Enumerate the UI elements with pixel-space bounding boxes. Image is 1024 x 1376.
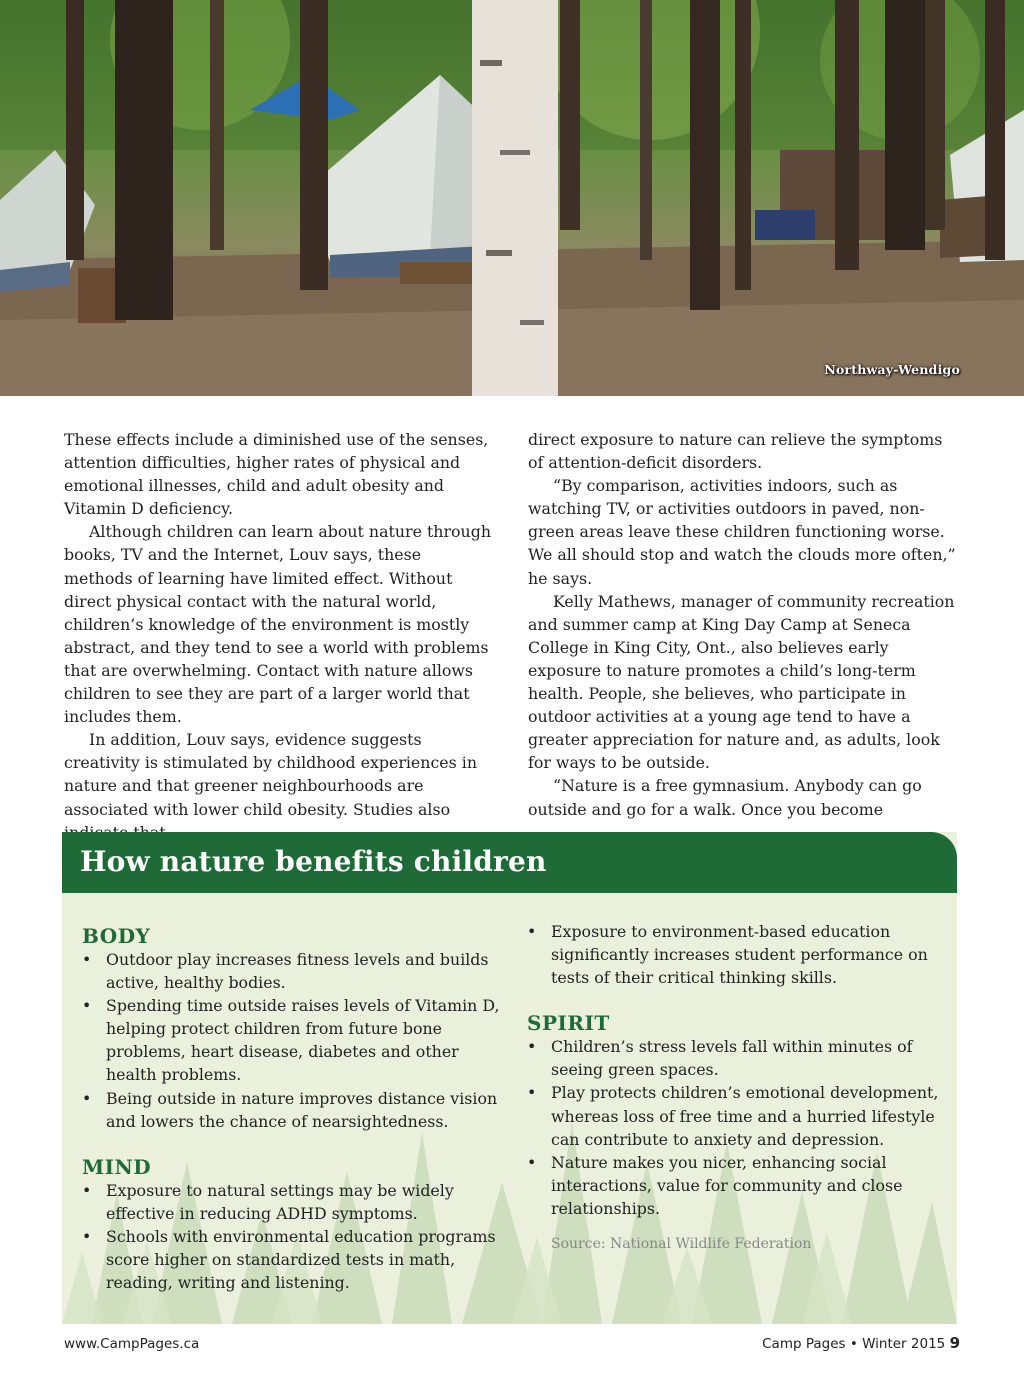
list-item: • Outdoor play increases fitness levels and builds active, healthy bodies.: [82, 948, 502, 994]
sidebar-header: [62, 832, 957, 893]
footer-publication: [762, 1334, 960, 1352]
article-paragraph: Kelly Mathews, manager of community recreation and summer camp at King Day Camp at Seneca College in King City, Ont., also believes early exposure to nature promotes a child’s long-term health. People, she believes, who participate in outdoor activities at a young age tend to have a greater appreciation for nature and, as adults, look for ways to be outside.: [528, 591, 955, 773]
camp-tents-forest-illustration: [0, 0, 1024, 396]
sidebar-column-left: [82, 922, 502, 1294]
article-paragraph: Although children can learn about nature through books, TV and the Internet, Louv says, these methods of learning have limited effect. Without direct physical contact with the natural world, children’s knowledge of the environment is mostly abstract, and they tend to see a world with problems that are overwhelming. Contact with nature allows children to see they are part of a larger world that includes them.: [64, 522, 491, 727]
list-item: • Nature makes you nicer, enhancing social interactions, value for community and close relationships.: [527, 1151, 947, 1220]
article-paragraph: In addition, Louv says, evidence suggests creativity is stimulated by childhood experiences in nature and that greener neighbourhoods are associated with lower child obesity. Studies also: [64, 730, 477, 819]
mind-list-continued: [527, 920, 947, 989]
section-heading-spirit: SPIRIT: [527, 1011, 610, 1036]
list-item: • Spending time outside raises levels of Vitamin D, helping protect children from future bone problems, heart disease, diabetes and other health problems.: [82, 994, 502, 1086]
list-item: • Exposure to natural settings may be widely effective in reducing ADHD symptoms.: [82, 1179, 502, 1225]
article-paragraph: “Nature is a free gymnasium. Anybody can go outside and go for a walk. Once you become: [528, 776, 922, 819]
source-note: Source: National Wildlife Federation: [551, 1236, 812, 1253]
article-column-left: [64, 428, 494, 844]
body-list: [82, 948, 502, 1133]
sidebar-column-right: [527, 920, 947, 1256]
sidebar-title: How nature benefits children: [80, 845, 547, 878]
spirit-list: [527, 1035, 947, 1220]
list-item: • Children’s stress levels fall within minutes of seeing green spaces.: [527, 1035, 947, 1081]
article-paragraph: These effects include a diminished use of the senses, attention difficulties, higher rates of physical and emotional illnesses, child and adult obesity and Vitamin D deficiency.: [64, 430, 489, 519]
section-heading-mind: MIND: [82, 1154, 152, 1179]
list-item: • Being outside in nature improves distance vision and lowers the chance of nearsightedness.: [82, 1087, 502, 1133]
list-item: • Play protects children’s emotional development, whereas loss of free time and a hurried lifestyle can contribute to anxiety and depression.: [527, 1081, 947, 1150]
header-photo: [0, 0, 1024, 396]
article-paragraph: direct exposure to nature can relieve the symptoms of attention-deficit disorders.: [528, 430, 943, 473]
footer-url[interactable]: www.CampPages.ca: [64, 1336, 200, 1352]
photo-credit: Northway-Wendigo: [824, 362, 960, 377]
list-item: • Schools with environmental education programs score higher on standardized tests in math, reading, writing and listening.: [82, 1225, 502, 1294]
publication-name: Camp Pages • Winter 2015: [762, 1336, 946, 1352]
page-number: 9: [949, 1334, 960, 1352]
article-column-right: [528, 428, 958, 821]
list-item: • Exposure to environment-based education significantly increases student performance on tests of their critical thinking skills.: [527, 920, 947, 989]
mind-list: [82, 1179, 502, 1294]
section-heading-body: BODY: [82, 924, 151, 948]
article-paragraph: “By comparison, activities indoors, such as watching TV, or activities outdoors in paved, non-green areas leave these children functioning worse. We all should stop and watch the clouds more often,” he says.: [528, 476, 956, 588]
